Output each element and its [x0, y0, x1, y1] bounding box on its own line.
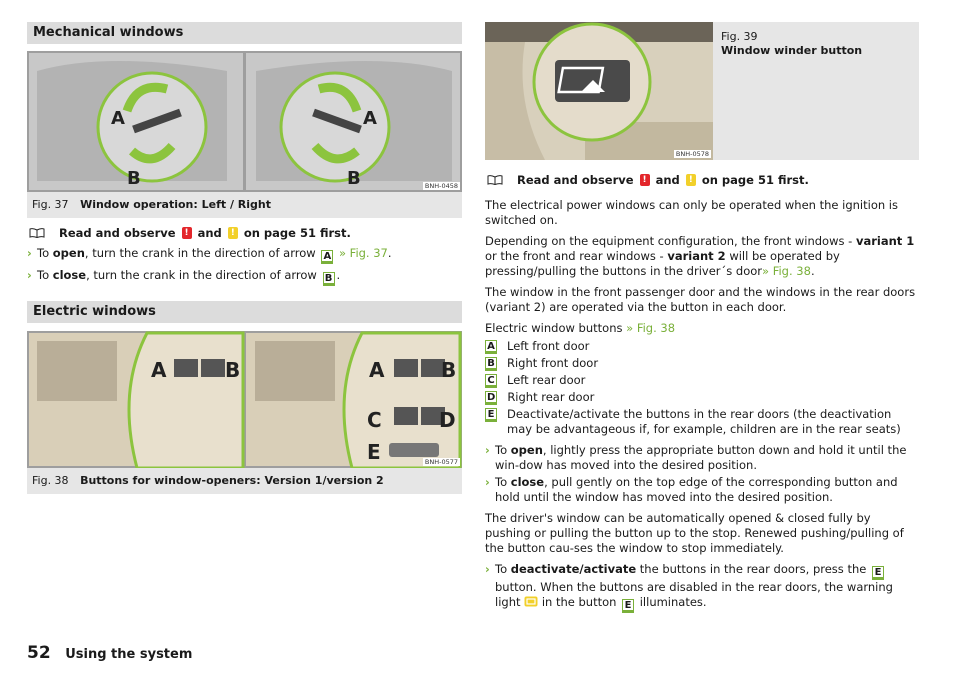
step-text: , pull gently on the top edge of the corresponding button and hold until the window has moved into the desired position.: [495, 475, 898, 504]
step-pre: To: [495, 562, 508, 576]
step-text: illuminates.: [639, 595, 707, 609]
chevron-right-icon: ›: [485, 443, 490, 457]
legend-title: Electric window buttons: [485, 321, 623, 335]
note-text: Read and observe: [517, 173, 634, 187]
chevron-right-icon: ›: [27, 246, 32, 260]
chevron-right-icon: ›: [27, 268, 32, 282]
label-a-v2: A: [369, 358, 385, 382]
legend-key: E: [485, 408, 497, 422]
label-a-v1: A: [151, 358, 167, 382]
list-item: [485, 407, 919, 437]
note-and: and: [197, 226, 222, 240]
step-bold: open: [510, 443, 543, 457]
step-end: .: [387, 246, 392, 260]
label-e-v2: E: [367, 440, 381, 464]
warning-red-icon: !: [640, 174, 650, 186]
fig-37-link[interactable]: » Fig. 37: [338, 246, 388, 260]
label-a-right: A: [363, 108, 377, 129]
variant-2: variant 2: [667, 249, 726, 263]
chevron-right-icon: ›: [485, 475, 490, 489]
book-icon: [29, 228, 45, 238]
step-text: , lightly press the appropriate button down and hold it until the win-dow has moved into the desired position.: [495, 443, 907, 472]
read-observe-note-right: [485, 173, 919, 187]
paragraph-ignition: The electrical power windows can only be operated when the ignition is switched on.: [485, 198, 898, 227]
warning-yellow-icon: !: [228, 227, 238, 239]
step-pre: To: [495, 443, 508, 457]
paragraph-passenger: The window in the front passenger door and the windows in the rear doors (variant 2) are operated via the button in each door.: [485, 285, 916, 314]
step-open: [27, 246, 462, 264]
step-text: , turn the crank in the direction of arrow: [86, 268, 317, 282]
step-bold: deactivate/activate: [510, 562, 637, 576]
note-post: on page 51 first.: [701, 173, 809, 187]
text-span: or the front and rear windows -: [485, 249, 664, 263]
label-d-v2: D: [439, 408, 456, 432]
text-span: will be operated by pressing/pulling the buttons in the driver´s door: [485, 249, 840, 278]
figure-39-code: BNH-0578: [675, 150, 709, 158]
step-deactivate: [485, 562, 919, 613]
step-close: [27, 268, 462, 286]
page-number: 52: [27, 643, 51, 663]
label-c-v2: C: [367, 408, 382, 432]
step-pre: To: [37, 246, 50, 260]
figure-38-caption: [27, 468, 462, 494]
step-bold: close: [510, 475, 545, 489]
figure-37-title: Window operation: Left / Right: [80, 198, 271, 211]
label-b-left: B: [127, 168, 141, 189]
legend-text: Left front door: [507, 339, 590, 353]
step-bold: close: [52, 268, 87, 282]
step-bold: open: [52, 246, 85, 260]
note-text: Read and observe: [59, 226, 176, 240]
legend-text: Right rear door: [507, 390, 595, 404]
figure-39-illustration: [485, 22, 713, 160]
figure-37-code: BNH-0458: [424, 182, 458, 190]
note-and: and: [655, 173, 680, 187]
legend-key: A: [485, 340, 497, 354]
step-pre: To: [37, 268, 50, 282]
step-close-electric: [485, 475, 919, 505]
figure-39-number: Fig. 39: [721, 30, 758, 43]
legend-key: B: [485, 357, 497, 371]
label-b-v1: B: [225, 358, 241, 382]
list-item: [485, 390, 919, 405]
figure-38-number: Fig. 38: [32, 474, 69, 487]
figure-39-image: [485, 22, 713, 160]
list-item: [485, 373, 919, 388]
chapter-title: Using the system: [65, 647, 193, 662]
legend-heading: [485, 321, 919, 336]
warning-red-icon: !: [182, 227, 192, 239]
figure-39: [485, 22, 919, 160]
figure-39-title: Window winder button: [721, 44, 863, 57]
legend-text: Right front door: [507, 356, 599, 370]
key-a: A: [321, 250, 333, 264]
figure-38-title: Buttons for window-openers: Version 1/version 2: [80, 474, 384, 487]
read-observe-note: [27, 226, 462, 240]
book-icon: [487, 175, 503, 185]
paragraph-automatic: The driver's window can be automatically opened & closed fully by pushing or pulling the button up to the stop. Renewed pushing/pulling of the button cau-ses the window to stop immediately.: [485, 511, 904, 555]
section-title-electric: Electric windows: [27, 301, 462, 323]
figure-37-caption: [27, 192, 462, 218]
label-b-v2: B: [441, 358, 457, 382]
step-open-electric: [485, 443, 919, 473]
legend-key: C: [485, 374, 497, 388]
child-lock-warning-icon: [524, 596, 538, 607]
figure-38-illustration: [27, 331, 462, 468]
figure-39-caption: [713, 22, 870, 160]
step-text: button. When the buttons are disabled in the rear doors, the warning light: [495, 580, 893, 609]
step-end: .: [336, 268, 341, 282]
figure-37-number: Fig. 37: [32, 198, 69, 211]
paragraph-variants: [485, 234, 919, 279]
chevron-right-icon: ›: [485, 562, 490, 576]
figure-37-illustration: [27, 51, 462, 192]
step-text: , turn the crank in the direction of arrow: [84, 246, 316, 260]
left-column: [27, 22, 462, 494]
figure-38: [27, 331, 462, 468]
key-b: B: [323, 272, 335, 286]
text-span: Depending on the equipment configuration, the front windows -: [485, 234, 853, 248]
legend-list: [485, 339, 919, 437]
list-item: [485, 356, 919, 371]
fig-38-link[interactable]: » Fig. 38: [762, 264, 811, 278]
key-e: E: [622, 599, 634, 613]
figure-37: [27, 51, 462, 192]
page-footer: [27, 643, 192, 663]
legend-text: Left rear door: [507, 373, 586, 387]
figure-38-code: BNH-0577: [424, 458, 458, 466]
list-item: [485, 339, 919, 354]
fig-38-link[interactable]: » Fig. 38: [626, 321, 676, 335]
text-span: .: [810, 264, 815, 278]
warning-yellow-icon: !: [686, 174, 696, 186]
legend-text: Deactivate/activate the buttons in the rear doors (the deactivation may be advantageous if, for example, children are in the rear seats): [507, 407, 901, 436]
note-post: on page 51 first.: [243, 226, 351, 240]
step-text: in the button: [541, 595, 617, 609]
step-pre: To: [495, 475, 508, 489]
variant-1: variant 1: [855, 234, 915, 248]
label-a-left: A: [111, 108, 125, 129]
key-e: E: [872, 566, 884, 580]
legend-key: D: [487, 392, 496, 403]
step-text: the buttons in the rear doors, press the: [639, 562, 867, 576]
label-b-right: B: [347, 168, 361, 189]
section-title-mechanical: Mechanical windows: [27, 22, 462, 44]
right-column: [485, 22, 919, 613]
